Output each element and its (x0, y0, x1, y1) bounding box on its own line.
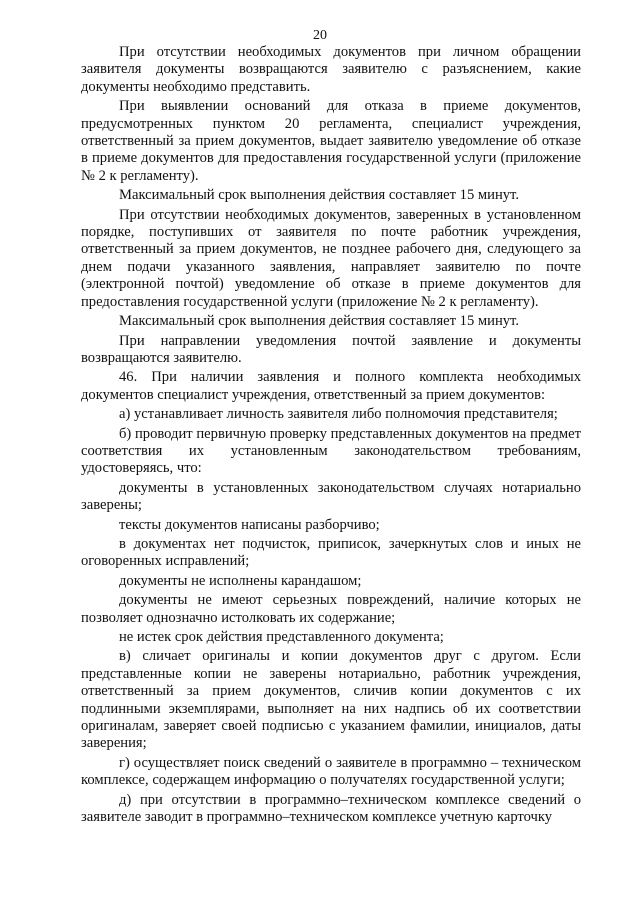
sub-item-notarized: документы в установленных законодательством случаях нотариально заверены; (81, 479, 581, 514)
sub-item-no-corrections: в документах нет подчисток, приписок, зачеркнутых слов и иных не оговоренных исправлений; (81, 535, 581, 570)
list-item-d: д) при отсутствии в программно–техническом комплексе сведений о заявителе заводит в программно–техническом комплексе учетную карточку (81, 791, 581, 826)
page-number: 20 (313, 28, 327, 43)
list-item-v: в) сличает оригиналы и копии документов друг с другом. Если представленные копии не заверены нотариально, работник учреждения, ответственный за прием документов, сличив копии документов с их подлинными экземплярами, выполняет на них надпись об их соответствии оригиналам, заверяет своей подписью с указанием фамилии, инициалов, даты заверения; (81, 648, 581, 752)
list-item-a: а) устанавливает личность заявителя либо полномочия представителя; (119, 406, 558, 423)
sub-item-no-damage: документы не имеют серьезных повреждений, наличие которых не позволяет однозначно истолковать их содержание; (81, 592, 581, 626)
document-body (81, 44, 581, 828)
paragraph-refusal-grounds: При выявлении оснований для отказа в приеме документов, предусмотренных пунктом 20 регламента, специалист учреждения, ответственный за прием документов, выдает заявителю уведомление об отказе в приеме документов для предоставления государственной услуги (приложение № 2 к регламенту). (81, 98, 581, 184)
sub-item-legible: тексты документов написаны разборчиво; (119, 516, 380, 533)
list-item-b: б) проводит первичную проверку представленных документов на предмет соответствия их установленным законодательством требованиям, удостоверяясь, что: (81, 425, 581, 477)
paragraph-max-time-2: Максимальный срок выполнения действия составляет 15 минут. (119, 313, 519, 330)
sub-item-not-expired: не истек срок действия представленного документа; (119, 629, 444, 645)
paragraph-no-documents-in-person: При отсутствии необходимых документов при личном обращении заявителя документы возвращаются заявителю с разъяснением, какие документы необходимо представить. (81, 44, 581, 95)
paragraph-return-by-mail: При направлении уведомления почтой заявление и документы возвращаются заявителю. (81, 332, 581, 366)
list-item-g: г) осуществляет поиск сведений о заявителе в программно – техническом комплексе, содержащем информацию о получателях государственной услуги; (81, 754, 581, 789)
paragraph-item-46: 46. При наличии заявления и полного комплекта необходимых документов специалист учреждения, ответственный за прием документов: (81, 369, 581, 403)
paragraph-no-documents-by-mail: При отсутствии необходимых документов, заверенных в установленном порядке, поступивших от заявителя по почте работник учреждения, ответственный за прием документов, не позднее рабочего дня, следующего за днем подачи указанного заявления, направляет заявителю по почте (электронной почтой) уведомление об отказе в приеме документов для предоставления государственной услуги (приложение № 2 к регламенту). (81, 206, 581, 310)
sub-item-not-pencil: документы не исполнены карандашом; (119, 572, 362, 589)
paragraph-max-time-1: Максимальный срок выполнения действия составляет 15 минут. (119, 187, 519, 204)
